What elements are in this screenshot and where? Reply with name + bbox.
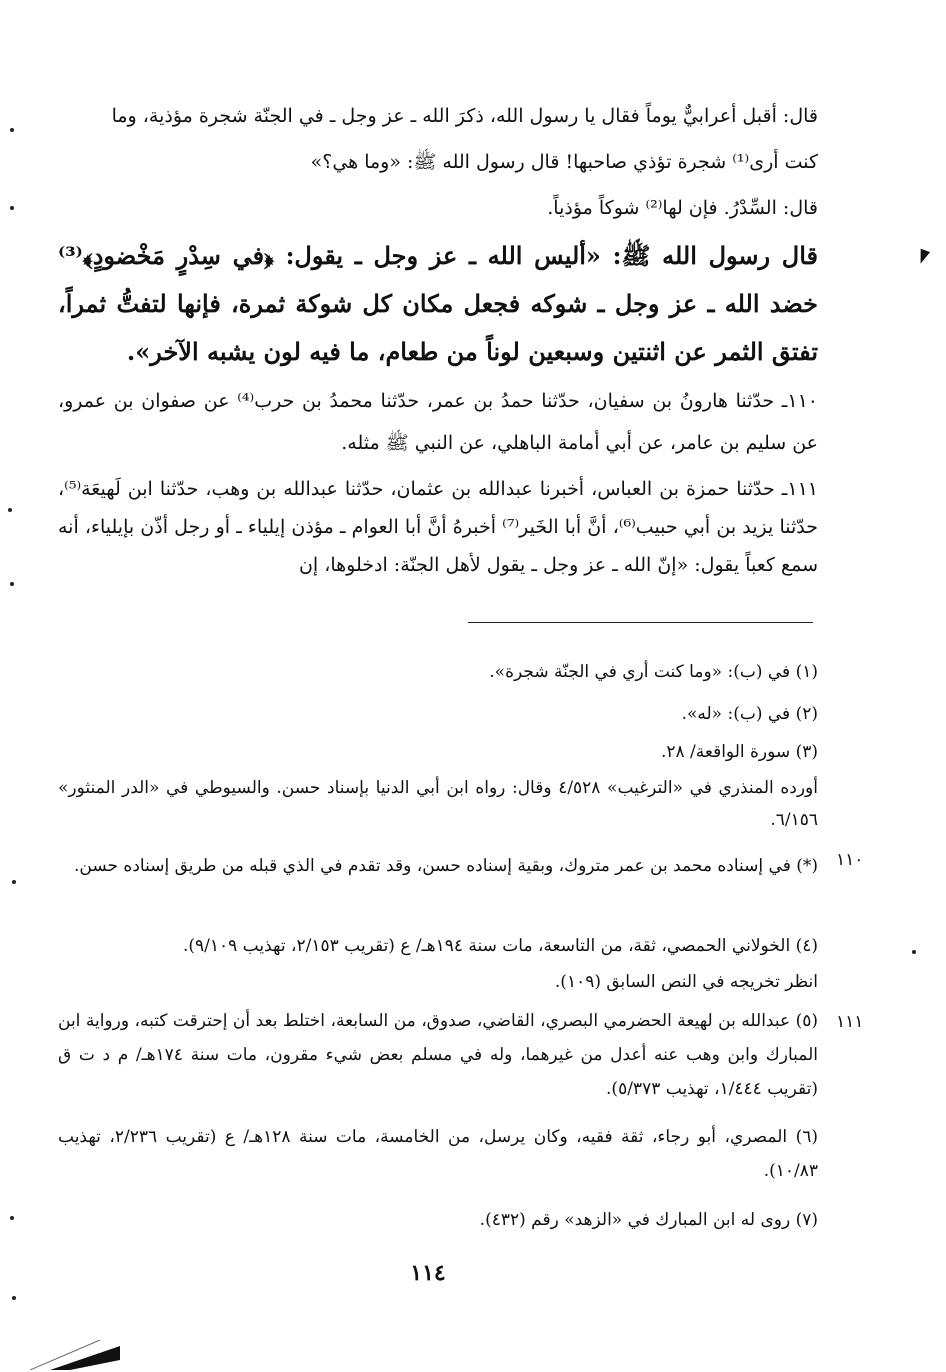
margin-mark-icon [916,249,930,266]
footnote-3: (٣) سورة الواقعة/ ٢٨. [660,742,818,762]
hadith-quote-paragraph: قال رسول الله ﷺ: «أليس الله ـ عز وجل ـ يقول: ﴿في سِدْرٍ مَخْضودٍ﴾⁽³⁾ خضد الله ـ عز وجل ـ شوكه فجعل مكان كل شوكة ثمرة، فإنها لتفتُّ ثمراً، تفتق الثمر عن اثنتين وسبعين لوناً من طعام، ما فيه لون يشبه الآخر». [58,241,818,366]
scan-mark [12,880,16,884]
hadith-110-paragraph: ١١٠ـ حدّثنا هارونُ بن سفيان، حدّثنا حمدُ بن عمر، حدّثنا محمدُ بن حرب⁽⁴⁾ عن صفوان بن عمرو، عن سليم بن عامر، عن أبي أمامة الباهلي، عن النبي ﷺ مثله. [58,390,818,454]
hadith-111-paragraph: ١١١ـ حدّثنا حمزة بن العباس، أخبرنا عبدالله بن عثمان، حدّثنا عبدالله بن وهب، حدّثنا ابن لَهيعَة⁽⁵⁾، حدّثنا يزيد بن أبي حبيب⁽⁶⁾، أنَّ أبا الخَير⁽⁷⁾ أخبرهُ أنَّ أبا العوام ـ مؤذن إيلياء ـ أو رجل أذّن بإيلياء، أنه سمع كعباً يقول: «إنّ الله ـ عز وجل ـ يقول لأهل الجنّة: ادخلوها، إن [58,478,818,576]
page-corner-fold-icon [30,1340,120,1370]
main-line-1: قال: أقبل أعرابيٌّ يوماً فقال يا رسول الله، ذكرَ الله ـ عز وجل ـ في الجنّة شجرة مؤذية، وما [111,105,818,127]
scan-mark [10,206,14,210]
scan-mark [10,582,14,586]
main-line-2: كنت أرى⁽¹⁾ شجرة تؤذي صاحبها! قال رسول الله ﷺ: «وما هي؟» [310,151,818,173]
scan-mark [8,508,12,512]
footnote-4-commentary: انظر تخريجه في النص السابق (١٠٩). [554,972,818,992]
scan-mark [10,128,14,132]
footnote-4: (٤) الخولاني الحمصي، ثقة، من التاسعة، مات سنة ١٩٤هـ/ ع (تقريب ٢/١٥٣، تهذيب ٩/١٠٩). [182,936,818,956]
footnote-110-note: (*) في إسناده محمد بن عمر متروك، وبقية إسناده حسن، وقد تقدم في الذي قبله من طريق إسناده حسن. [73,856,818,876]
main-line-3: قال: السِّدْرُ. فإن لها⁽²⁾ شوكاً مؤذياً. [547,197,818,219]
scan-mark [12,1296,16,1300]
footnote-2: (٢) في (ب): «له». [681,704,818,724]
footnote-separator [468,622,813,623]
footnote-1: (١) في (ب): «وما كنت أري في الجنّة شجرة». [489,662,818,682]
page-number: ١١٤ [410,1260,446,1286]
footnote-5: (٥) عبدالله بن لهيعة الحضرمي البصري، القاضي، صدوق، من السابعة، اختلط بعد أن إحترقت كتبه، ورواية ابن المبارك وابن وهب عنه أعدل من غيرهما، وله في مسلم بعض شيء مقرون، مات سنة ١٧٤هـ/ م د ت ق (تقريب ١/٤٤٤، تهذيب ٥/٣٧٣). [58,1011,819,1099]
footnote-7: (٧) روى له ابن المبارك في «الزهد» رقم (٤٣٢). [479,1210,818,1230]
scan-mark [10,1216,14,1220]
scan-mark [912,950,916,954]
footnote-3-commentary: أورده المنذري في «الترغيب» ٤/٥٢٨ وقال: رواه ابن أبي الدنيا بإسناد حسن. والسيوطي في «الدر المنثور» ٦/١٥٦. [58,778,818,830]
footnote-6: (٦) المصري، أبو رجاء، ثقة فقيه، وكان يرسل، من الخامسة، مات سنة ١٢٨هـ/ ع (تقريب ٢/٢٣٦، تهذيب ١٠/٨٣). [58,1127,818,1181]
hadith-number-111: ١١١ [836,1012,864,1032]
hadith-number-110: ١١٠ [836,850,864,870]
